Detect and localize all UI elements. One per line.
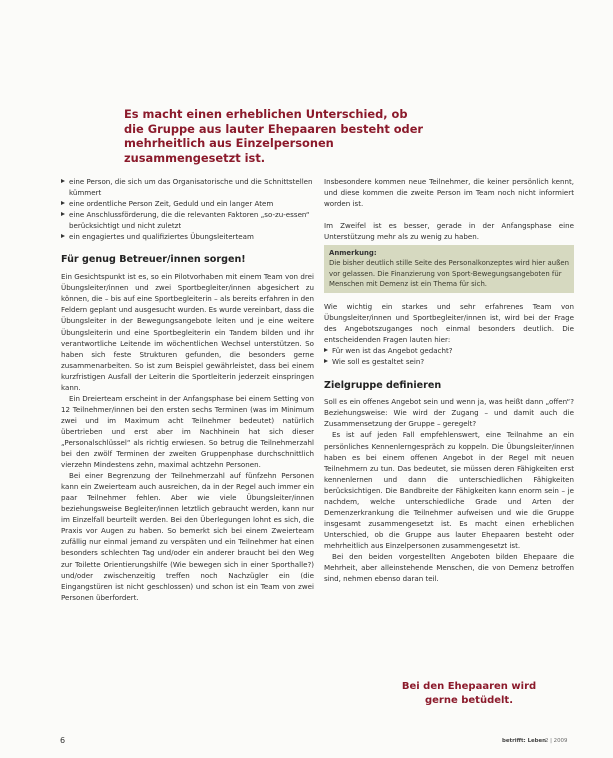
note-text: Die bisher deutlich stille Seite des Personalkonzeptes wird hier außen vor gelassen. Die Finanzierung von Sport-Bewegungsangeboten für Menschen mit Demenz ist ein Thema für sich. [329,259,570,288]
pullquote-top: Es macht einen erheblichen Unterschied, ob die Gruppe aus lauter Ehepaaren besteht oder mehrheitlich aus Einzelpersonen zusammengesetzt ist. [124,107,424,165]
questions-list [324,345,574,367]
right-column [324,176,574,584]
list-item: Wie soll es gestaltet sein? [324,356,574,367]
list-item: ein engagiertes und qualifiziertes Übungsleiterteam [61,231,314,242]
body-paragraph: Bei einer Begrenzung der Teilnehmerzahl auf fünfzehn Personen kann ein Zweierteam auch ausreichen, da in der Regel auch immer ein paar Teilnehmer fehlen. Aber wie viele Übungsleiter/innen beziehungsweise Begleiter/innen letztlich gebraucht werden, kann nur im Einzelfall beurteilt werden. Bei den Überlegungen lohnt es sich, die Praxis vor Augen zu haben. So bemerkt sich bei einem Zweierteam zufällig nur einmal jemand zu verspäten und ein Teilnehmer hat einen besonders schlechten Tag und/oder ein anderer braucht bei den Weg zur Toilette Orientierungshilfe (Wie bewegen sich in einer Sporthalle?) und/oder zwischenzeitig treffen noch Nachzügler ein (die Eingangstüren ist nicht geschlossen) und schon ist ein Team von zwei Personen überfordert. [61,471,314,602]
section-heading-betreuer: Für genug Betreuer/innen sorgen! [61,254,246,266]
requirements-list [61,176,314,242]
left-column [61,176,314,603]
list-item: eine Anschlussförderung, die die relevanten Faktoren „so-zu-essen“ berücksichtigt und nicht zuletzt [61,209,314,231]
body-paragraph: Soll es ein offenes Angebot sein und wenn ja, was heißt dann „offen“? Beziehungsweise: Wie wird der Zugang – und damit auch die Zusammensetzung der Gruppe – geregelt? [324,397,574,429]
body-paragraph: Wie wichtig ein starkes und sehr erfahrenes Team von Übungsleiter/innen und Sportbegleiter/innen ist, wird bei der Frage des Angebotszuganges noch einmal besonders deutlich. Die entscheidenden Fragen lauten hier: [324,302,574,345]
body-paragraph: Im Zweifel ist es besser, gerade in der Anfangsphase eine Unterstützung mehr als zu wenig zu haben. [324,221,574,242]
body-paragraph: Es ist auf jeden Fall empfehlenswert, eine Teilnahme an ein persönliches Kennenlerngespräch zu koppeln. Die Übungsleiter/innen haben es bei einem offenen Angebot in der Regel mit neuen Teilnehmern zu tun. Das bedeutet, sie müssen deren Fähigkeiten erst kennenlernen und dann die unterschiedlichen Fähigkeiten berücksichtigen. Die Bandbreite der Fähigkeiten kann enorm sein – je nachdem, welche unterschiedliche Grade und Arten der Demenzerkrankung die Teilnehmer aufweisen und wie die Gruppe insgesamt zusammengesetzt ist. Es macht einen erheblichen Unterschied, ob die Gruppe aus lauter Ehepaaren besteht oder mehrheitlich aus Einzelpersonen zusammengesetzt ist. [324,430,574,550]
body-paragraph: Bei den beiden vorgestellten Angeboten bilden Ehepaare die Mehrheit, aber alleinstehende Menschen, die von Demenz betroffen sind, nehmen ebenso daran teil. [324,551,574,584]
issue-number: 2 | 2009 [545,738,568,744]
list-item: eine Person, die sich um das Organisatorische und die Schnittstellen kümmert [61,176,314,198]
list-item: eine ordentliche Person Zeit, Geduld und ein langer Atem [61,198,314,209]
section-heading-zielgruppe: Zielgruppe definieren [324,380,442,392]
publication-name: betrifft: Leben [502,738,547,744]
note-title: Anmerkung: [329,249,377,258]
page-number: 6 [60,736,66,745]
note-box [324,245,574,293]
pullquote-bottom: Bei den Ehepaaren wird gerne betüdelt. [401,681,537,706]
body-paragraph: Ein Gesichtspunkt ist es, so ein Pilotvorhaben mit einem Team von drei Übungsleiter/innen und zwei Sportbegleiter/innen abgesichert zu können, die – bis auf eine Sportbegleiterin – als bereits erfahren in den Feldern geplant und ausgesucht wurden. Es wurde vereinbart, dass die Übungsleiter in der Bewegungsangebote leiten und je eine weitere Übungsleiterin und eine Sportbegleiterin ein Tandem bilden und ihr verantwortliche Leitende im wöchentlichen Wechsel unterstützen. So haben sich feste Strukturen gefunden, die besonders gerne zusammenarbeiten. So ist zum Beispiel gewährleistet, dass bei einem kurzfristigen Ausfall der Leiterin die Sportleiterin jederzeit einspringen kann. [61,272,314,392]
list-item: Für wen ist das Angebot gedacht? [324,345,574,356]
body-paragraph: Insbesondere kommen neue Teilnehmer, die keiner persönlich kennt, und diese kommen die zweite Person im Team noch nicht informiert worden ist. [324,177,574,209]
body-paragraph: Ein Dreierteam erscheint in der Anfangsphase bei einem Setting von 12 Teilnehmer/innen bei den ersten sechs Terminen (was im Minimum zwei und im Maximum acht Teilnehmer bedeutet) natürlich übertrieben und erst aber im Nachhinein hat sich dieser „Personalschlüssel“ als richtig erwiesen. So betrug die Teilnehmerzahl bei den zwölf Terminen der zweiten Gruppenphase durchschnittlich vierzehn Mindestens zehn, maximal achtzehn Personen. [61,393,314,470]
